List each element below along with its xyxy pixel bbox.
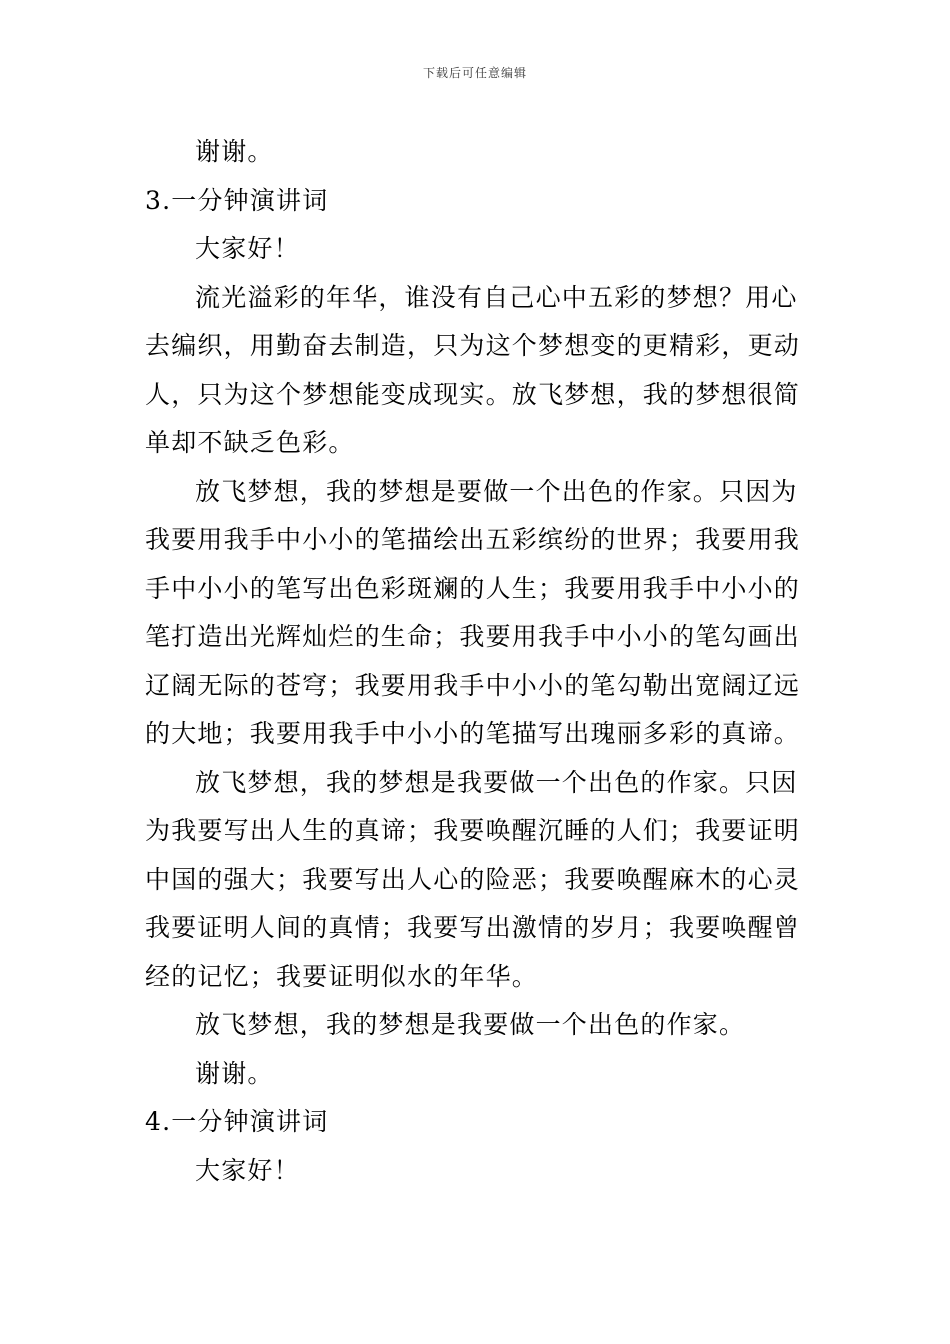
paragraph-line: 手中小小的笔写出色彩斑斓的人生；我要用我手中小小的 (145, 573, 801, 603)
paragraph-line: 为我要写出人生的真谛；我要唤醒沉睡的人们；我要证明 (145, 816, 801, 845)
paragraph-line: 流光溢彩的年华，谁没有自己心中五彩的梦想？用心 (195, 282, 798, 312)
closing-line: 谢谢。 (195, 137, 274, 166)
paragraph-line: 的大地；我要用我手中小小的笔描写出瑰丽多彩的真谛。 (145, 719, 801, 748)
greeting-line: 大家好！ (195, 1155, 300, 1185)
paragraph-line: 放飞梦想，我的梦想是要做一个出色的作家。只因为 (195, 476, 798, 506)
paragraph-line: 中国的强大；我要写出人心的险恶；我要唤醒麻木的心灵 (145, 864, 801, 894)
greeting-line: 大家好！ (195, 234, 300, 263)
paragraph-line: 放飞梦想，我的梦想是我要做一个出色的作家。只因 (195, 767, 798, 797)
section-heading: 3.一分钟演讲词 (145, 185, 329, 215)
paragraph-line: 我要证明人间的真情；我要写出激情的岁月；我要唤醒曾 (145, 913, 801, 942)
paragraph-line: 笔打造出光辉灿烂的生命；我要用我手中小小的笔勾画出 (145, 622, 801, 651)
document-body (145, 128, 810, 1195)
paragraph-line: 单却不缺乏色彩。 (145, 428, 355, 457)
page-header: 下载后可任意编辑 (422, 66, 527, 80)
section-heading: 4.一分钟演讲词 (145, 1107, 329, 1136)
paragraph-line: 去编织，用勤奋去制造，只为这个梦想变的更精彩，更动 (145, 331, 801, 360)
paragraph-line: 放飞梦想，我的梦想是我要做一个出色的作家。 (195, 1010, 746, 1039)
paragraph-line: 我要用我手中小小的笔描绘出五彩缤纷的世界；我要用我 (145, 525, 801, 554)
paragraph-line: 辽阔无际的苍穹；我要用我手中小小的笔勾勒出宽阔辽远 (145, 670, 801, 700)
paragraph-line: 人，只为这个梦想能变成现实。放飞梦想，我的梦想很简 (145, 379, 801, 409)
paragraph-line: 经的记忆；我要证明似水的年华。 (145, 961, 539, 991)
closing-line: 谢谢。 (195, 1058, 274, 1088)
